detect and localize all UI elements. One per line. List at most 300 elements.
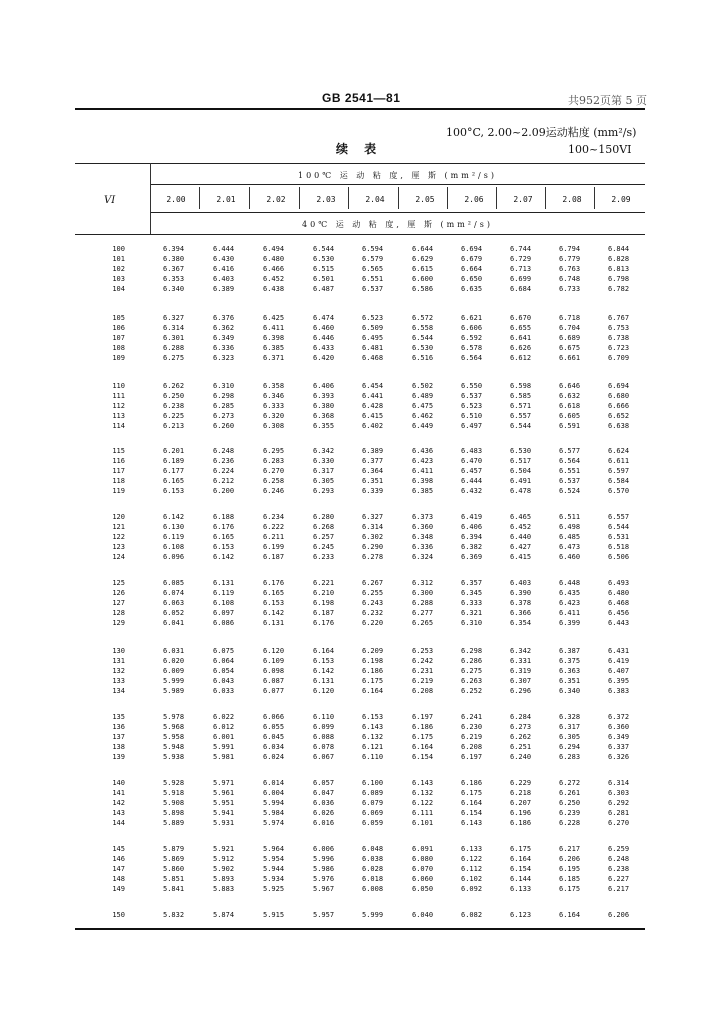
value-cell: 6.142: [313, 667, 335, 675]
value-cell: 6.629: [412, 255, 434, 263]
value-cell: 6.591: [559, 422, 581, 430]
value-cell: 6.369: [461, 553, 483, 561]
value-cell: 6.530: [412, 344, 434, 352]
value-cell: 5.957: [313, 911, 335, 919]
value-cell: 6.680: [608, 392, 630, 400]
value-cell: 6.295: [263, 447, 285, 455]
value-cell: 6.246: [263, 487, 285, 495]
value-cell: 5.958: [163, 733, 185, 741]
value-cell: 6.594: [362, 245, 384, 253]
value-cell: 6.684: [510, 285, 532, 293]
column-header: 2.06: [464, 195, 484, 204]
value-cell: 5.912: [213, 855, 235, 863]
table-row: [75, 884, 645, 894]
value-cell: 6.444: [213, 245, 235, 253]
column-divider: [594, 187, 595, 209]
value-cell: 6.438: [263, 285, 285, 293]
value-cell: 6.043: [213, 677, 235, 685]
value-cell: 5.925: [263, 885, 285, 893]
value-cell: 6.323: [213, 354, 235, 362]
value-cell: 6.502: [412, 382, 434, 390]
value-cell: 6.694: [461, 245, 483, 253]
value-cell: 6.523: [362, 314, 384, 322]
value-cell: 6.544: [510, 422, 532, 430]
value-cell: 6.119: [213, 589, 235, 597]
value-cell: 6.195: [559, 865, 581, 873]
value-cell: 6.100: [362, 779, 384, 787]
vi-cell: 116: [112, 457, 125, 465]
value-cell: 6.288: [163, 344, 185, 352]
value-cell: 6.059: [362, 819, 384, 827]
value-cell: 6.122: [461, 855, 483, 863]
value-cell: 6.186: [412, 723, 434, 731]
value-cell: 6.187: [313, 609, 335, 617]
value-cell: 6.057: [313, 779, 335, 787]
column-header: 2.02: [266, 195, 286, 204]
vi-cell: 100: [112, 245, 125, 253]
value-cell: 6.524: [559, 487, 581, 495]
value-cell: 6.605: [559, 412, 581, 420]
column-divider: [545, 187, 546, 209]
table-row: [75, 712, 645, 722]
table-row: [75, 742, 645, 752]
value-cell: 6.097: [213, 609, 235, 617]
value-cell: 6.240: [510, 753, 532, 761]
value-cell: 6.265: [412, 619, 434, 627]
value-cell: 6.303: [608, 789, 630, 797]
value-cell: 6.624: [608, 447, 630, 455]
value-cell: 6.004: [263, 789, 285, 797]
value-cell: 6.480: [263, 255, 285, 263]
value-cell: 6.175: [412, 733, 434, 741]
value-cell: 6.394: [163, 245, 185, 253]
value-cell: 6.312: [412, 579, 434, 587]
value-cell: 6.243: [362, 599, 384, 607]
value-cell: 6.443: [608, 619, 630, 627]
value-cell: 6.452: [510, 523, 532, 531]
value-cell: 6.779: [559, 255, 581, 263]
vi-cell: 111: [112, 392, 125, 400]
vi-cell: 149: [112, 885, 125, 893]
table-row: [75, 874, 645, 884]
value-cell: 6.121: [362, 743, 384, 751]
value-cell: 6.142: [213, 553, 235, 561]
value-cell: 6.452: [263, 275, 285, 283]
value-cell: 5.989: [163, 687, 185, 695]
vi-cell: 117: [112, 467, 125, 475]
value-cell: 6.230: [461, 723, 483, 731]
vi-cell: 145: [112, 845, 125, 853]
value-cell: 6.054: [213, 667, 235, 675]
column-header: 2.01: [216, 195, 236, 204]
table-row: [75, 391, 645, 401]
value-cell: 6.431: [608, 647, 630, 655]
value-cell: 5.902: [213, 865, 235, 873]
value-cell: 5.986: [313, 865, 335, 873]
value-cell: 6.232: [362, 609, 384, 617]
value-cell: 6.729: [510, 255, 532, 263]
value-cell: 6.176: [263, 579, 285, 587]
value-cell: 6.078: [313, 743, 335, 751]
value-cell: 6.433: [313, 344, 335, 352]
table-row: [75, 532, 645, 542]
value-cell: 5.918: [163, 789, 185, 797]
value-cell: 6.385: [263, 344, 285, 352]
value-cell: 6.258: [263, 477, 285, 485]
value-cell: 6.585: [510, 392, 532, 400]
value-cell: 6.327: [362, 513, 384, 521]
value-cell: 6.131: [263, 619, 285, 627]
table-row: [75, 421, 645, 431]
table-row: [75, 411, 645, 421]
value-cell: 5.996: [313, 855, 335, 863]
value-cell: 6.143: [461, 819, 483, 827]
value-cell: 6.383: [608, 687, 630, 695]
vi-cell: 114: [112, 422, 125, 430]
column-header: 2.03: [316, 195, 336, 204]
value-cell: 6.197: [461, 753, 483, 761]
table-row: [75, 381, 645, 391]
value-cell: 6.278: [362, 553, 384, 561]
table-row: [75, 788, 645, 798]
value-cell: 6.280: [313, 513, 335, 521]
value-cell: 6.001: [213, 733, 235, 741]
value-cell: 5.879: [163, 845, 185, 853]
table-row: [75, 456, 645, 466]
value-cell: 6.201: [163, 447, 185, 455]
value-cell: 6.598: [510, 382, 532, 390]
value-cell: 6.652: [608, 412, 630, 420]
value-cell: 6.661: [559, 354, 581, 362]
value-cell: 6.497: [461, 422, 483, 430]
value-cell: 6.092: [461, 885, 483, 893]
value-cell: 6.088: [313, 733, 335, 741]
value-cell: 6.207: [510, 799, 532, 807]
vi-cell: 133: [112, 677, 125, 685]
value-cell: 6.314: [608, 779, 630, 787]
value-cell: 6.704: [559, 324, 581, 332]
value-cell: 6.255: [362, 589, 384, 597]
value-cell: 6.248: [213, 447, 235, 455]
value-cell: 6.047: [313, 789, 335, 797]
value-cell: 6.448: [559, 579, 581, 587]
value-cell: 6.222: [263, 523, 285, 531]
value-cell: 6.398: [412, 477, 434, 485]
table-row: [75, 254, 645, 264]
value-cell: 6.699: [510, 275, 532, 283]
vi-cell: 106: [112, 324, 125, 332]
value-cell: 6.340: [559, 687, 581, 695]
table-row: [75, 353, 645, 363]
value-cell: 6.186: [510, 819, 532, 827]
value-cell: 6.048: [362, 845, 384, 853]
continued-label: 续 表: [336, 142, 383, 156]
value-cell: 6.457: [461, 467, 483, 475]
value-cell: 6.385: [412, 487, 434, 495]
table-row: [75, 542, 645, 552]
value-cell: 6.111: [412, 809, 434, 817]
value-cell: 5.951: [213, 799, 235, 807]
value-cell: 6.290: [362, 543, 384, 551]
value-cell: 5.999: [362, 911, 384, 919]
value-cell: 6.133: [461, 845, 483, 853]
value-cell: 6.187: [263, 553, 285, 561]
value-cell: 5.991: [213, 743, 235, 751]
value-cell: 6.120: [263, 647, 285, 655]
value-cell: 6.564: [461, 354, 483, 362]
value-cell: 6.041: [163, 619, 185, 627]
value-cell: 6.317: [313, 467, 335, 475]
value-cell: 6.425: [263, 314, 285, 322]
value-cell: 6.096: [163, 553, 185, 561]
value-cell: 6.530: [313, 255, 335, 263]
value-cell: 6.483: [461, 447, 483, 455]
value-cell: 6.427: [510, 543, 532, 551]
value-cell: 6.241: [461, 713, 483, 721]
value-cell: 6.198: [313, 599, 335, 607]
value-cell: 6.612: [510, 354, 532, 362]
value-cell: 6.393: [313, 392, 335, 400]
value-cell: 6.544: [608, 523, 630, 531]
value-cell: 6.550: [461, 382, 483, 390]
vi-cell: 143: [112, 809, 125, 817]
value-cell: 6.510: [461, 412, 483, 420]
value-cell: 6.036: [313, 799, 335, 807]
value-cell: 6.016: [313, 819, 335, 827]
value-cell: 6.679: [461, 255, 483, 263]
value-cell: 6.470: [461, 457, 483, 465]
value-cell: 6.259: [608, 845, 630, 853]
value-cell: 5.968: [163, 723, 185, 731]
value-cell: 6.208: [461, 743, 483, 751]
value-cell: 6.480: [608, 589, 630, 597]
value-cell: 6.753: [608, 324, 630, 332]
value-cell: 6.251: [510, 743, 532, 751]
value-cell: 6.175: [559, 885, 581, 893]
value-cell: 6.390: [510, 589, 532, 597]
value-cell: 6.382: [461, 543, 483, 551]
value-cell: 6.689: [559, 334, 581, 342]
table-row: [75, 798, 645, 808]
value-cell: 6.466: [263, 265, 285, 273]
vi-cell: 146: [112, 855, 125, 863]
value-cell: 6.664: [461, 265, 483, 273]
value-cell: 6.415: [510, 553, 532, 561]
value-cell: 6.368: [313, 412, 335, 420]
value-cell: 6.176: [313, 619, 335, 627]
value-cell: 6.515: [313, 265, 335, 273]
value-cell: 6.261: [559, 789, 581, 797]
value-cell: 5.994: [263, 799, 285, 807]
value-cell: 6.143: [412, 779, 434, 787]
vi-cell: 142: [112, 799, 125, 807]
value-cell: 5.898: [163, 809, 185, 817]
value-cell: 6.435: [559, 589, 581, 597]
value-cell: 5.948: [163, 743, 185, 751]
value-cell: 6.123: [510, 911, 532, 919]
value-cell: 6.281: [608, 809, 630, 817]
table-row: [75, 646, 645, 656]
value-cell: 6.544: [412, 334, 434, 342]
value-cell: 6.294: [559, 743, 581, 751]
value-cell: 6.428: [362, 402, 384, 410]
value-cell: 6.748: [559, 275, 581, 283]
value-cell: 6.108: [163, 543, 185, 551]
value-cell: 6.402: [362, 422, 384, 430]
value-cell: 6.351: [362, 477, 384, 485]
vi-cell: 112: [112, 402, 125, 410]
value-cell: 6.420: [313, 354, 335, 362]
value-cell: 6.468: [362, 354, 384, 362]
value-cell: 6.288: [412, 599, 434, 607]
value-cell: 6.305: [559, 733, 581, 741]
table-row: [75, 522, 645, 532]
value-cell: 6.142: [163, 513, 185, 521]
value-cell: 6.286: [461, 657, 483, 665]
vi-cell: 130: [112, 647, 125, 655]
value-cell: 6.176: [213, 523, 235, 531]
value-cell: 6.375: [559, 657, 581, 665]
value-cell: 6.164: [412, 743, 434, 751]
value-cell: 6.694: [608, 382, 630, 390]
value-cell: 6.558: [412, 324, 434, 332]
table-row: [75, 552, 645, 562]
value-cell: 5.915: [263, 911, 285, 919]
value-cell: 6.357: [461, 579, 483, 587]
value-cell: 6.234: [263, 513, 285, 521]
value-cell: 6.132: [412, 789, 434, 797]
value-cell: 6.557: [608, 513, 630, 521]
value-cell: 6.411: [263, 324, 285, 332]
value-cell: 6.537: [559, 477, 581, 485]
value-cell: 6.763: [559, 265, 581, 273]
value-cell: 6.330: [313, 457, 335, 465]
value-cell: 6.444: [461, 477, 483, 485]
value-cell: 5.860: [163, 865, 185, 873]
value-cell: 6.537: [362, 285, 384, 293]
value-cell: 6.337: [608, 743, 630, 751]
header-rule: [75, 108, 645, 110]
table-row: [75, 732, 645, 742]
value-cell: 6.362: [213, 324, 235, 332]
value-cell: 6.075: [213, 647, 235, 655]
value-cell: 6.348: [412, 533, 434, 541]
value-cell: 6.491: [510, 477, 532, 485]
value-cell: 6.675: [559, 344, 581, 352]
value-cell: 6.283: [263, 457, 285, 465]
value-cell: 6.324: [412, 553, 434, 561]
value-cell: 5.964: [263, 845, 285, 853]
value-cell: 6.349: [213, 334, 235, 342]
vi-column-header: VI: [104, 195, 116, 206]
value-cell: 5.908: [163, 799, 185, 807]
value-cell: 6.342: [313, 447, 335, 455]
value-cell: 6.298: [461, 647, 483, 655]
header-sub-rule: [150, 184, 645, 185]
vi-cell: 115: [112, 447, 125, 455]
value-cell: 6.606: [461, 324, 483, 332]
value-cell: 6.336: [213, 344, 235, 352]
value-cell: 6.632: [559, 392, 581, 400]
value-cell: 6.186: [461, 779, 483, 787]
value-cell: 6.430: [213, 255, 235, 263]
value-cell: 6.398: [263, 334, 285, 342]
value-cell: 6.517: [510, 457, 532, 465]
value-cell: 6.233: [313, 553, 335, 561]
value-cell: 6.131: [313, 677, 335, 685]
value-cell: 6.270: [608, 819, 630, 827]
column-header: 2.09: [611, 195, 631, 204]
value-cell: 6.082: [461, 911, 483, 919]
value-cell: 6.045: [263, 733, 285, 741]
value-cell: 5.938: [163, 753, 185, 761]
value-cell: 5.981: [213, 753, 235, 761]
value-cell: 6.012: [213, 723, 235, 731]
value-cell: 6.262: [510, 733, 532, 741]
value-cell: 6.611: [608, 457, 630, 465]
value-cell: 6.339: [362, 487, 384, 495]
value-cell: 6.367: [163, 265, 185, 273]
vi-cell: 107: [112, 334, 125, 342]
value-cell: 6.723: [608, 344, 630, 352]
value-cell: 6.217: [559, 845, 581, 853]
value-cell: 6.133: [510, 885, 532, 893]
table-row: [75, 676, 645, 686]
value-cell: 6.331: [510, 657, 532, 665]
table-row: [75, 618, 645, 628]
value-cell: 5.941: [213, 809, 235, 817]
table-row: [75, 313, 645, 323]
value-cell: 6.380: [163, 255, 185, 263]
vi-range: 100~150VI: [568, 143, 632, 156]
vi-cell: 134: [112, 687, 125, 695]
row-group: [75, 381, 645, 431]
value-cell: 6.250: [163, 392, 185, 400]
value-cell: 6.586: [412, 285, 434, 293]
value-cell: 6.474: [313, 314, 335, 322]
value-cell: 6.089: [362, 789, 384, 797]
vi-cell: 127: [112, 599, 125, 607]
vi-cell: 110: [112, 382, 125, 390]
value-cell: 6.153: [213, 543, 235, 551]
value-cell: 6.248: [608, 855, 630, 863]
value-cell: 6.026: [313, 809, 335, 817]
value-cell: 6.206: [608, 911, 630, 919]
column-header: 2.05: [415, 195, 435, 204]
row-group: [75, 578, 645, 628]
vi-cell: 123: [112, 543, 125, 551]
value-cell: 6.584: [608, 477, 630, 485]
value-cell: 6.355: [313, 422, 335, 430]
table-row: [75, 284, 645, 294]
value-cell: 6.273: [213, 412, 235, 420]
value-cell: 6.188: [213, 513, 235, 521]
value-cell: 6.060: [412, 875, 434, 883]
value-cell: 6.440: [510, 533, 532, 541]
value-cell: 6.213: [163, 422, 185, 430]
value-cell: 6.511: [559, 513, 581, 521]
value-cell: 5.921: [213, 845, 235, 853]
value-cell: 6.164: [559, 911, 581, 919]
vi-cell: 126: [112, 589, 125, 597]
vi-cell: 102: [112, 265, 125, 273]
value-cell: 6.064: [213, 657, 235, 665]
value-cell: 6.198: [362, 657, 384, 665]
value-cell: 6.199: [263, 543, 285, 551]
value-cell: 6.557: [510, 412, 532, 420]
value-cell: 6.530: [510, 447, 532, 455]
value-cell: 6.285: [213, 402, 235, 410]
